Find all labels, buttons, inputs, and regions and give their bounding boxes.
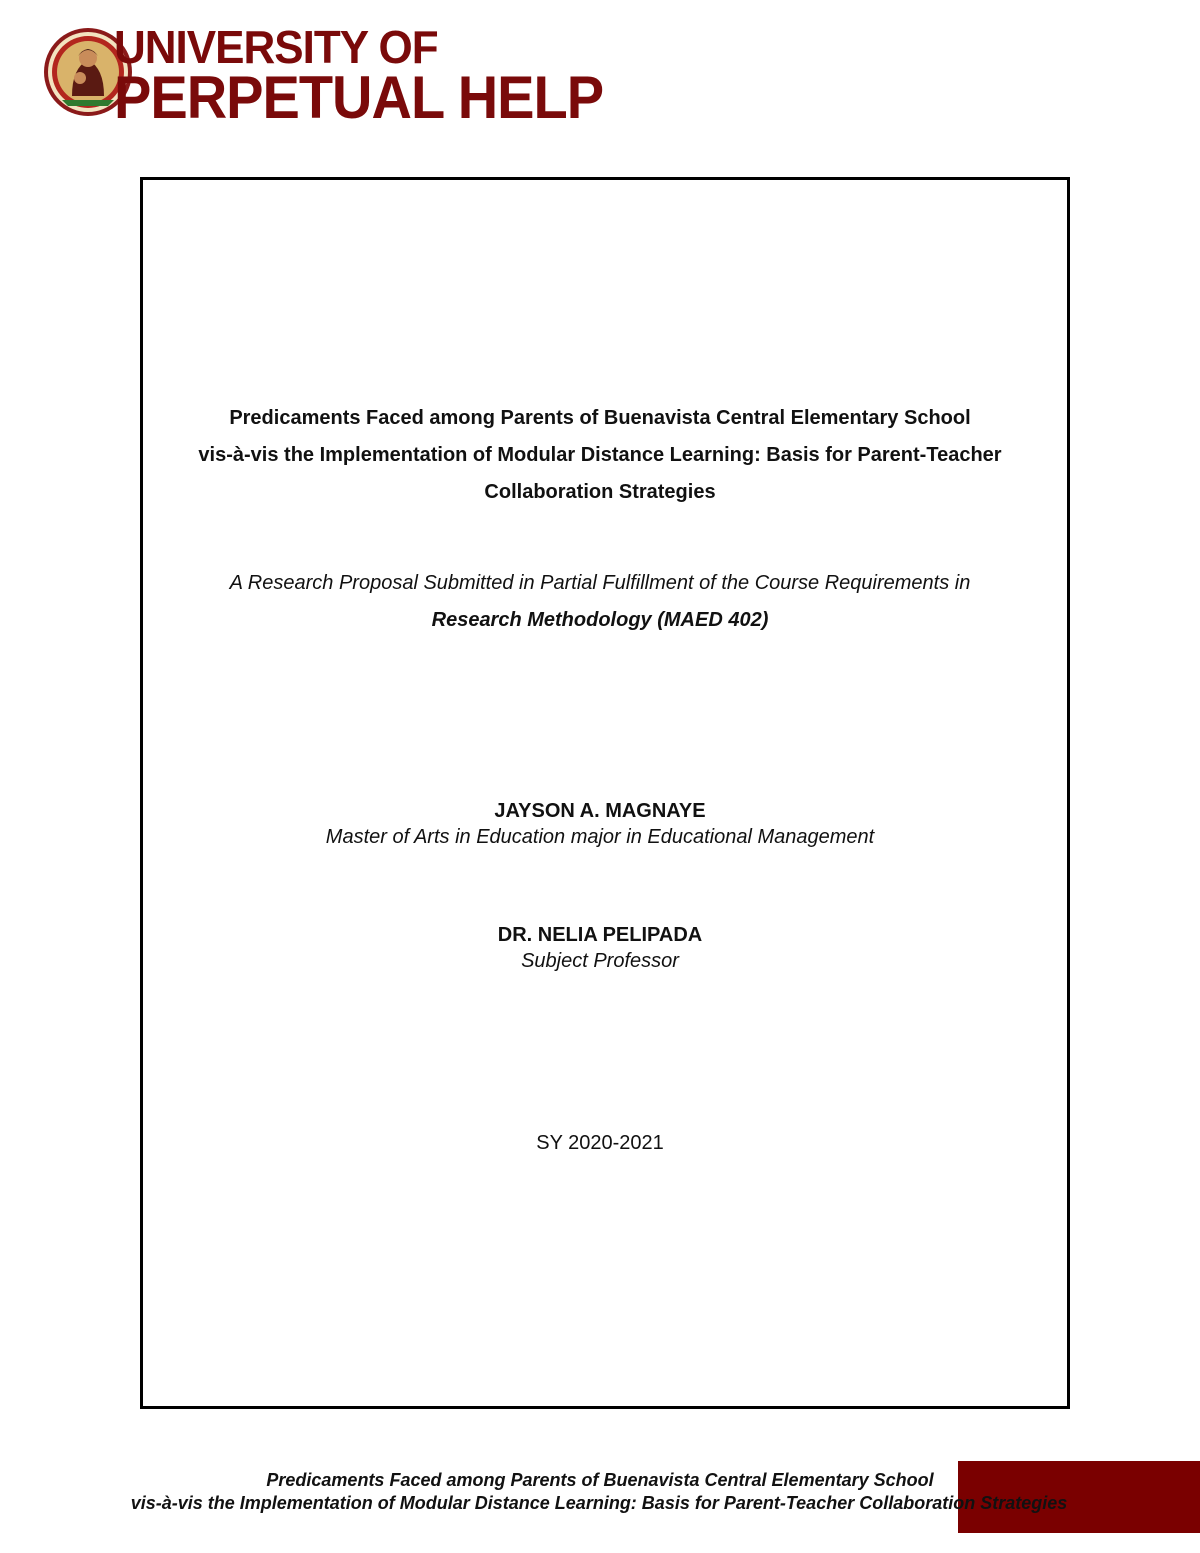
course-name: Research Methodology (MAED 402) — [431, 609, 769, 631]
school-year: SY 2020-2021 — [536, 1132, 664, 1154]
title-page-frame — [140, 177, 1070, 1409]
research-title-line: Collaboration Strategies — [484, 481, 716, 503]
university-name-line1: UNIVERSITY OF — [114, 22, 438, 74]
author-name: JAYSON A. MAGNAYE — [494, 800, 706, 822]
professor-name: DR. NELIA PELIPADA — [497, 924, 703, 946]
footer-line-2: vis-à-vis the Implementation of Modular Distance Learning: Basis for Parent-Teacher Collaboration Strategies — [130, 1493, 1068, 1513]
university-header — [42, 22, 604, 132]
research-title — [160, 400, 1040, 511]
running-footer — [0, 1469, 1200, 1515]
professor-block — [160, 922, 1040, 974]
author-block — [160, 798, 1040, 850]
research-title-line: vis-à-vis the Implementation of Modular Distance Learning: Basis for Parent-Teacher — [198, 444, 1002, 466]
research-title-line: Predicaments Faced among Parents of Buenavista Central Elementary School — [229, 407, 971, 429]
university-name-line2: PERPETUAL HELP — [114, 63, 604, 132]
footer-line-1: Predicaments Faced among Parents of Buenavista Central Elementary School — [266, 1470, 934, 1490]
author-program: Master of Arts in Education major in Educational Management — [325, 826, 875, 848]
proposal-statement-block — [160, 565, 1040, 639]
proposal-statement: A Research Proposal Submitted in Partial Fulfillment of the Course Requirements in — [229, 572, 971, 594]
professor-role: Subject Professor — [521, 950, 679, 972]
